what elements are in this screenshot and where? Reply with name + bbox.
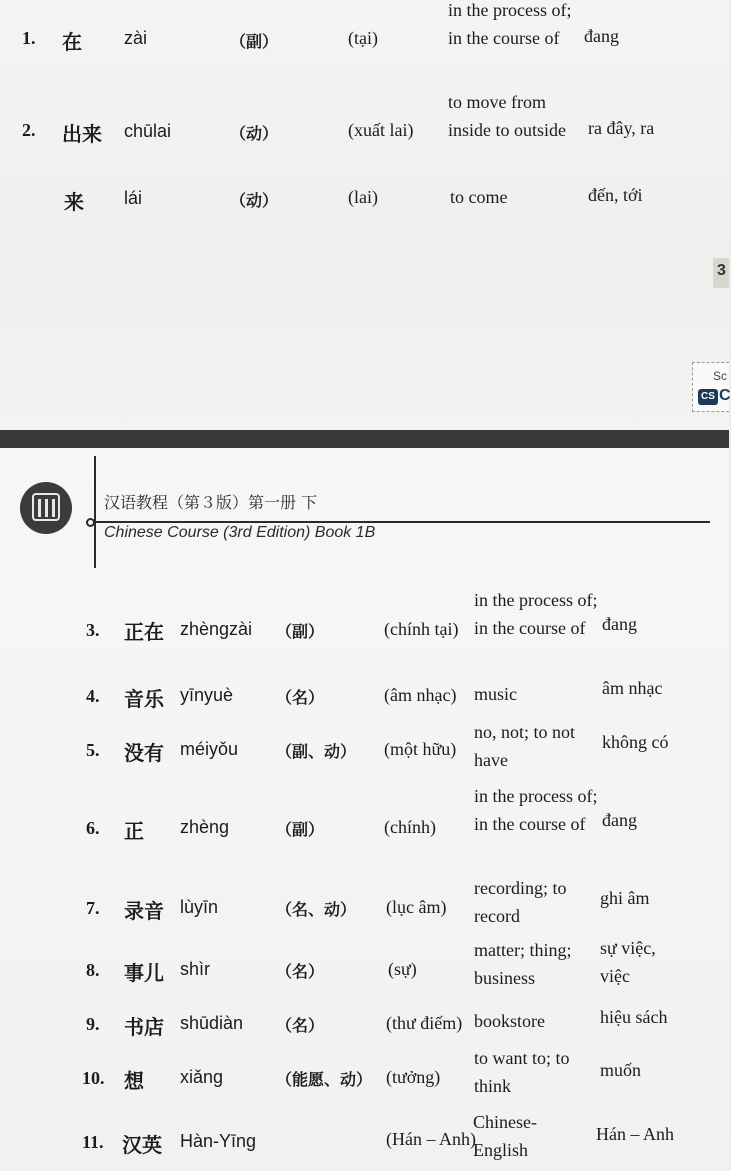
entry-pinyin: xiǎng [180,1067,224,1087]
entry-vietnamese: đang [602,810,637,830]
entry-number: 6. [86,818,100,838]
entry-hanviet: (thư điếm) [386,1013,463,1033]
scanner-label: Sc [713,369,728,383]
entry-pinyin: zài [124,28,148,48]
entry-part-of-speech: （动） [230,191,279,210]
camscanner-logo-icon: CS [698,389,718,405]
entry-english: recording; to record [474,878,567,926]
entry-hanzi: 正在 [124,620,164,644]
entry-hanzi: 音乐 [124,687,164,711]
entry-hanviet: (chính) [384,817,436,837]
entry-hanzi: 想 [124,1069,144,1093]
entry-hanzi: 正 [124,819,144,843]
entry-vietnamese: ghi âm [600,888,650,908]
entry-hanzi: 没有 [124,741,164,765]
header-rule-dot [86,518,95,527]
entry-hanviet: (lai) [348,187,378,207]
entry-hanviet: (sự) [388,959,417,979]
page-divider [0,430,729,448]
entry-pinyin: chūlai [124,121,172,141]
entry-hanviet: (lục âm) [386,897,447,917]
entry-vietnamese: Hán – Anh [596,1124,674,1144]
entry-pinyin: zhèng [180,817,230,837]
entry-number: 9. [86,1014,100,1034]
entry-pinyin: lùyīn [180,897,219,917]
entry-hanviet: (Hán – Anh) [386,1129,476,1149]
bottom-page [0,448,729,1171]
entry-pinyin: shūdiàn [180,1013,244,1033]
entry-part-of-speech: （副） [276,820,325,839]
entry-number: 1. [22,28,36,48]
entry-hanviet: (chính tại) [384,619,459,639]
entry-part-of-speech: （副、动） [276,742,357,761]
entry-number: 8. [86,960,100,980]
entry-pinyin: méiyǒu [180,739,239,759]
entry-pinyin: Hàn-Yīng [180,1131,257,1151]
entry-hanviet: (tưởng) [386,1067,441,1087]
entry-hanviet: (một hữu) [384,739,457,759]
entry-part-of-speech: （副） [276,622,325,641]
entry-number: 11. [82,1132,104,1152]
entry-pinyin: yīnyuè [180,685,234,705]
entry-number: 2. [22,120,36,140]
entry-english: to move from inside to outside [448,92,566,140]
entry-hanzi: 书店 [124,1015,164,1039]
entry-part-of-speech: （副） [230,32,279,51]
entry-number: 10. [82,1068,105,1088]
entry-vietnamese: hiệu sách [600,1007,668,1027]
book-logo-icon [20,482,72,534]
book-title-english: Chinese Course (3rd Edition) Book 1B [104,524,376,541]
entry-english: in the process of; in the course of [474,590,598,638]
entry-hanzi: 在 [62,30,82,54]
entry-english: to come [450,187,508,207]
entry-number: 4. [86,686,100,706]
entry-number: 3. [86,620,100,640]
entry-pinyin: lái [124,188,143,208]
entry-vietnamese: không có [602,732,669,752]
entry-hanviet: (xuất lai) [348,120,414,140]
entry-number: 5. [86,740,100,760]
entry-hanviet: (tại) [348,28,378,48]
entry-hanzi: 汉英 [122,1133,162,1157]
entry-english: in the process of; in the course of [448,0,572,48]
entry-hanzi: 来 [64,190,84,214]
top-page [0,0,729,430]
header-horizontal-rule [90,521,710,523]
entry-vietnamese: sự việc, việc [600,938,656,986]
entry-part-of-speech: （名） [276,688,325,707]
entry-number: 7. [86,898,100,918]
entry-vietnamese: đang [584,26,619,46]
entry-part-of-speech: （动） [230,124,279,143]
header-vertical-rule [94,456,96,568]
entry-english: matter; thing; business [474,940,572,988]
page-number-tab: 3 [713,258,729,288]
entry-part-of-speech: （名） [276,1016,325,1035]
entry-vietnamese: đến, tới [588,185,643,205]
book-title-chinese: 汉语教程（第３版）第一册 下 [104,493,318,512]
entry-part-of-speech: （名） [276,962,325,981]
scanner-badge [692,362,729,412]
entry-vietnamese: đang [602,614,637,634]
entry-vietnamese: muốn [600,1060,642,1080]
entry-part-of-speech: （能愿、动） [276,1070,373,1089]
entry-part-of-speech: （名、动） [276,900,357,919]
entry-english: bookstore [474,1011,545,1031]
entry-hanviet: (âm nhạc) [384,685,457,705]
entry-english: no, not; to not have [474,722,576,770]
entry-english: in the process of; in the course of [474,786,598,834]
entry-english: music [474,684,517,704]
entry-vietnamese: ra đây, ra [588,118,655,138]
entry-pinyin: zhèngzài [180,619,253,639]
entry-english: to want to; to think [474,1048,570,1096]
entry-pinyin: shìr [180,959,211,979]
entry-hanzi: 出来 [62,122,102,146]
entry-hanzi: 事儿 [124,961,164,985]
scanner-letter: C [719,387,731,404]
entry-vietnamese: âm nhạc [602,678,663,698]
entry-english: Chinese-English [473,1112,537,1160]
entry-hanzi: 录音 [124,899,164,923]
